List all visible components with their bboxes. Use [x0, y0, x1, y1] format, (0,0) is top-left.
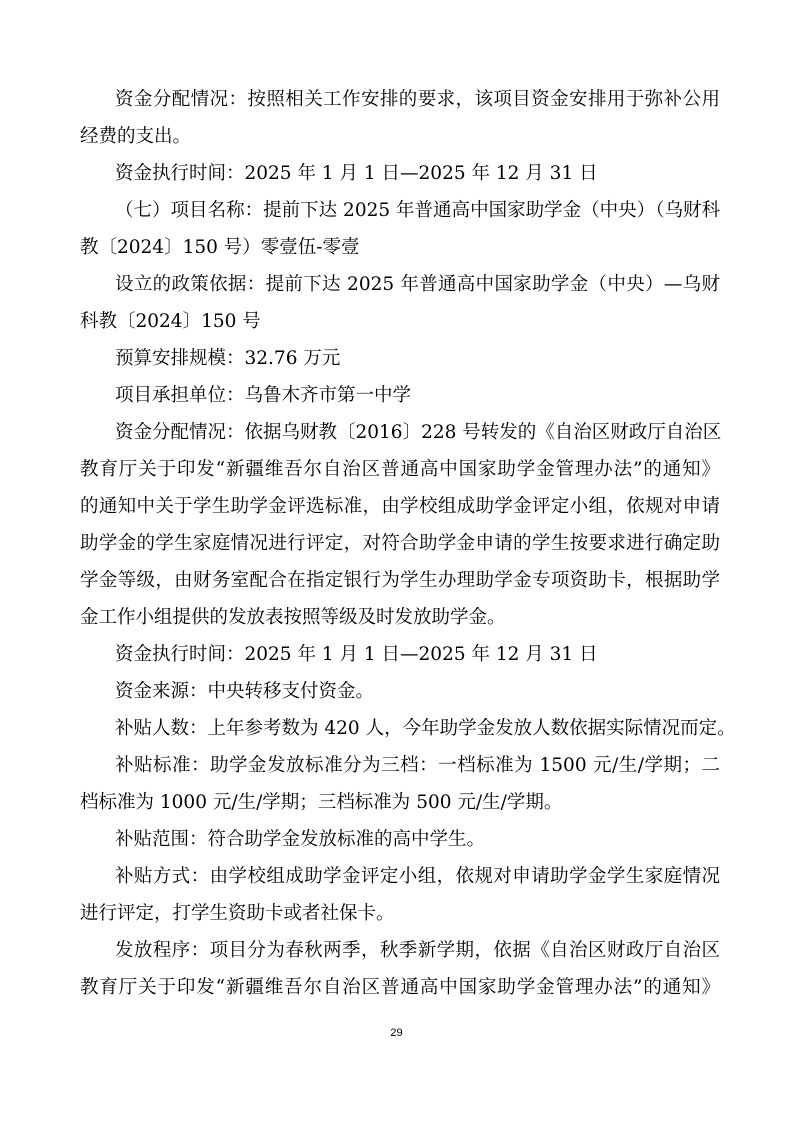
- paragraph-line: 的通知中关于学生助学金评选标准，由学校组成助学金评定小组，依规对申请: [80, 496, 720, 517]
- paragraph-line: 发放程序：项目分为春秋两季，秋季新学期，依据《自治区财政厅自治区: [115, 940, 720, 961]
- paragraph-line: 预算安排规模：32.76 万元: [115, 348, 341, 369]
- paragraph-line: 经费的支出。: [80, 126, 192, 147]
- paragraph-line: 教〔2024〕150 号）零壹伍-零壹: [80, 237, 360, 258]
- paragraph-line: 教育厅关于印发“新疆维吾尔自治区普通高中国家助学金管理办法”的通知》: [80, 977, 720, 998]
- paragraph-line: 档标准为 1000 元/生/学期；三档标准为 500 元/生/学期。: [80, 792, 563, 813]
- paragraph-line: 项目承担单位：乌鲁木齐市第一中学: [115, 385, 412, 406]
- paragraph-line: 金工作小组提供的发放表按照等级及时发放助学金。: [80, 607, 506, 628]
- paragraph-line: 学金等级，由财务室配合在指定银行为学生办理助学金专项资助卡，根据助学: [80, 570, 720, 591]
- paragraph-line: （七）项目名称：提前下达 2025 年普通高中国家助学金（中央）（乌财科: [115, 200, 720, 221]
- paragraph-line: 补贴人数：上年参考数为 420 人，今年助学金发放人数依据实际情况而定。: [115, 718, 736, 739]
- paragraph-line: 补贴方式：由学校组成助学金评定小组，依规对申请助学金学生家庭情况: [115, 866, 720, 887]
- paragraph-line: 资金分配情况：依据乌财教〔2016〕228 号转发的《自治区财政厅自治区: [115, 422, 722, 443]
- paragraph-line: 助学金的学生家庭情况进行评定，对符合助学金申请的学生按要求进行确定助: [80, 533, 720, 554]
- paragraph-line: 设立的政策依据：提前下达 2025 年普通高中国家助学金（中央）—乌财: [115, 274, 720, 295]
- paragraph-line: 进行评定，打学生资助卡或者社保卡。: [80, 903, 395, 924]
- paragraph-line: 补贴范围：符合助学金发放标准的高中学生。: [115, 829, 486, 850]
- paragraph-line: 教育厅关于印发“新疆维吾尔自治区普通高中国家助学金管理办法”的通知》: [80, 459, 720, 480]
- paragraph-line: 资金执行时间：2025 年 1 月 1 日—2025 年 12 月 31 日: [115, 163, 598, 184]
- paragraph-line: 资金分配情况：按照相关工作安排的要求，该项目资金安排用于弥补公用: [115, 89, 720, 110]
- paragraph-line: 资金来源：中央转移支付资金。: [115, 681, 375, 702]
- paragraph-line: 科教〔2024〕150 号: [80, 311, 261, 332]
- paragraph-line: 补贴标准：助学金发放标准分为三档：一档标准为 1500 元/生/学期；二: [115, 755, 720, 776]
- page-number: 29: [390, 1027, 403, 1039]
- paragraph-line: 资金执行时间：2025 年 1 月 1 日—2025 年 12 月 31 日: [115, 644, 598, 665]
